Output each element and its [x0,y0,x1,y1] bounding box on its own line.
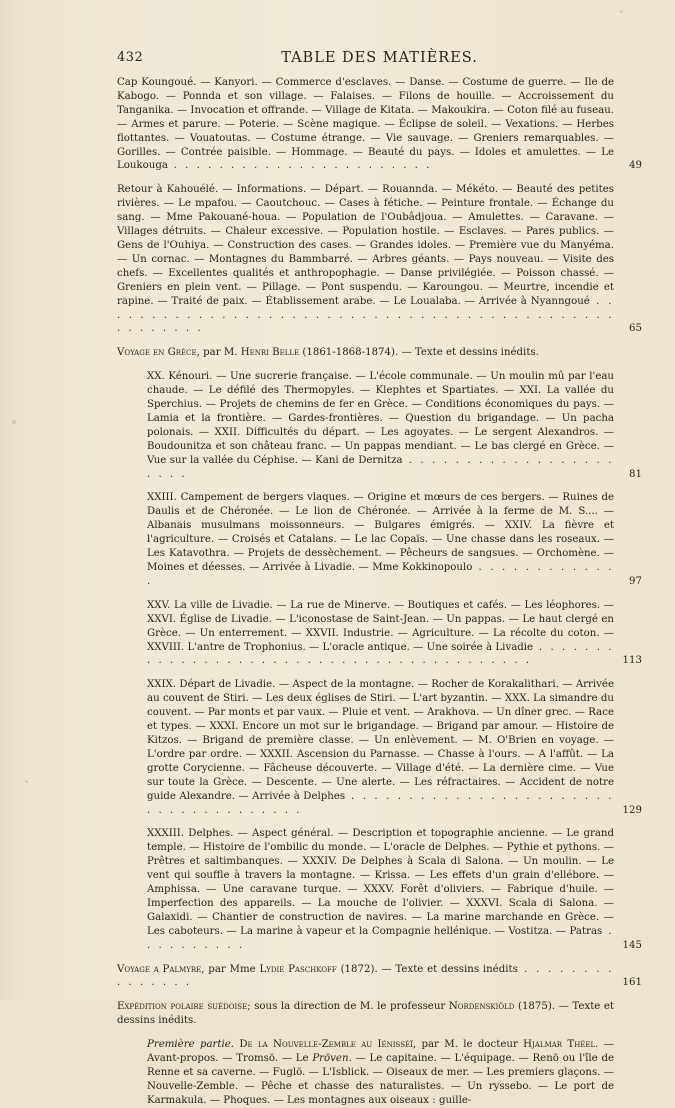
leader-dots: . . . . . . . . . . [147,925,614,951]
part-text: . — Le capitaine. — L'équipage. — Renö ou l'île de Renne et sa caverne. — Fuglö. — L'Isblick. — Oiseaux de mer. — Les premiers glaçons. — Nouvelle-Zemble. — Pêche et chasse des naturalistes. — Un ryssebo. — Le port de Karmakula. — Phoques. — Les montagnes aux oiseaux : guille- [147,1053,614,1106]
entry-page-number: 145 [622,939,642,951]
entry-text: Cap Koungoué. — Kanyori. — Commerce d'esclaves. — Danse. — Costume de guerre. — Ile de Kabogo. — Ponnda et son village. — Falaises. — Filons de houille. — Accroissement du Tanganika. — Invocation et offrande. — Village de Kitata. — Makoukira. — Coton filé au fuseau. — Armes et parure. — Poterie. — Scène magique. — Éclipse de soleil. — Vexations. — Herbes flottantes. — Vouatoutas. — Costume étrange. — Vie sauvage. — Greniers remarquables. — Gorilles. — Contrée paisible. — Hommage. — Beauté du pays. — Idoles et amulettes. — Le Loukouga . . . . . . . . . . . . . . . . . . . . . . . [117,77,614,172]
section-description: (1861-1868-1874). — Texte et dessins inédits. [299,347,539,359]
paper-spot [25,780,28,783]
part-author-prefix: , par M. le docteur [412,1039,524,1051]
section-author-prefix: , par Mme [201,963,260,975]
leader-dots: . . . . . . . . . . . . . . . . . . . . . . . . . . . . . . . . . . . . . . . . . . . . . . . . . . . . . [117,295,614,335]
entry-page-number: 161 [622,977,642,989]
entry-page-number: 97 [629,575,642,587]
leader-dots: . . . . . . . . . . . . . . . . . . . . . . . . . . . . . . . . . . . . . [147,790,614,816]
toc-content [117,76,642,1108]
toc-subentry [117,1038,642,1108]
entry-page-number: 65 [629,323,642,335]
page-header [117,50,642,70]
section-title: Expédition polaire suédoise [117,1001,248,1013]
entry-text: XXIX. Départ de Livadie. — Aspect de la montagne. — Rocher de Korakalithari. — Arrivée au couvent de Stiri. — Les deux églises de Stiri. — L'art byzantin. — XXX. La simandre du couvent. — Par monts et par vaux. — Pluie et vent. — Arakhova. — Un dîner grec. — Race et types. — XXXI. Encore un mot sur le brigandage. — Brigand par amour. — Histoire de Kitzos. — Brigand de première classe. — Un enlèvement. — M. O'Brien en voyage. — L'ordre par ordre. — XXXII. Ascension du Parnasse. — Chasse à l'ours. — A l'affût. — La grotte Corycienne. — Fâcheuse découverte. — Village d'été. — La dernière cime. — Vue sur toute la Grèce. — Descente. — Une alerte. — Les réfractaires. — Accident de notre guide Alexandre. — Arrivée à Delphes . . . . . . . . . . . . . . . . . . . . . . . . . . . . . . . . . . . . . [147,679,614,816]
toc-entry [117,491,642,588]
toc-entry [117,76,642,173]
paper-spot [620,10,623,13]
toc-entry [117,678,642,817]
ship-name: Pröven [312,1053,349,1065]
section-description: (1875). — Texte et dessins inédits. [117,1001,615,1027]
section-heading-palmyre [117,963,642,991]
entry-page-number: 129 [622,804,642,816]
entry-text: XX. Kénouri. — Une sucrerie française. — L'école communale. — Un moulin mû par l'eau chaude. — Le défilé des Thermopyles. — Klephtes et Spartiates. — XXI. La vallée du Sperchius. — Projets de chemins de fer en Grèce. — Conditions économiques du pays. — Lamia et la frontière. — Gardes-frontières. — Question du brigandage. — Un pacha polonais. — XXII. Difficultés du départ. — Les agoyates. — Le sergent Alexandros. — Boudounitza et son château franc. — Un pappas mendiant. — Le bas clergé en Grèce. — Vue sur la vallée du Céphise. — Kani de Dernitza . . . . . . . . . . . . . . . . . . . . . . [147,371,614,480]
section-author-prefix: , par M. [196,347,241,359]
paper-spot [12,420,16,424]
part-author: Hjalmar Théel [523,1039,596,1051]
entry-page-number: 81 [629,468,642,480]
entry-text: XXV. La ville de Livadie. — La rue de Minerve. — Boutiques et cafés. — Les léophores. — XXVI. Église de Livadie. — L'iconostase de Saint-Jean. — Un pappas. — Le haut clergé en Grèce. — Un enterrement. — XXVII. Industrie. — Agriculture. — La récolte du coton. — XXVIII. L'antre de Trophonius. — L'oracle antique. — Une soirée à Livadie . . . . . . . . . . . . . . . . . . . . . . . . . . . . . . . . . . . . . . . . . [147,599,614,667]
part-title: De la Nouvelle-Zemble au Iénisséï [239,1039,413,1051]
section-heading-greece [117,346,642,360]
entry-text: XXXIII. Delphes. — Aspect général. — Description et topographie ancienne. — Le grand temple. — Histoire de l'ombilic du monde. — L'oracle de Delphes. — Pythie et pythons. — Prêtres et saltimbanques. — XXXIV. De Delphes à Scala di Salona. — Un moulin. — Le vent qui souffle à travers la montagne. — Krissa. — Les effets d'un grain d'ellébore. — Amphissa. — Une caravane turque. — XXXV. Forêt d'oliviers. — Fabrique d'huile. — Imperfection des appareils. — La mouche de l'olivier. — XXXVI. Scala di Salona. — Galaxidi. — Chantier de construction de navires. — La marine marchande en Grèce. — Les caboteurs. — La marine à vapeur et la Compagnie hellénique. — Vostitza. — Patras . . . . . . . . . . [147,828,614,951]
toc-entry [117,599,642,669]
toc-entry [117,183,642,336]
toc-entry [117,827,642,952]
entry-text: Retour à Kahouélé. — Informations. — Départ. — Rouannda. — Mékéto. — Beauté des petites rivières. — Le mpafou. — Caoutchouc. — Cases à fétiche. — Peinture frontale. — Échange du sang. — Mme Pakouané-houa. — Population de l'Oubâdjoua. — Amulettes. — Caravane. — Villages détruits. — Chaleur excessive. — Population hostile. — Esclaves. — Pares publics. — Gens de l'Ouhiya. — Construction des cases. — Grandes idoles. — Première vue du Manyéma. — Un cornac. — Montagnes du Bammbarré. — Arbres géants. — Pays nouveau. — Visite des chefs. — Excellentes qualités et anthropophagie. — Danse privilégiée. — Poisson chassé. — Greniers en plein vent. — Pillage. — Pont suspendu. — Karoungou. — Meurtre, incendie et rapine. — Traité de paix. — Établissement arabe. — Le Loualaba. — Arrivée à Nyanngoué . . . . . . . . . . . . . . . . . . . . . . . . . . . . . . . . . . . . . . . . . . . . . . . . . . . . . [117,184,614,335]
section-author: Henri Belle [240,347,300,359]
running-title: TABLE DES MATIÈRES. [281,50,478,66]
leader-dots: . . . . . . . . . . . . . . . . . . . . . . [147,454,614,480]
entry-text: XXIII. Campement de bergers vlaques. — Origine et mœurs de ces bergers. — Ruines de Daulis et de Chéronée. — Le lion de Chéronée. — Arrivée à la ferme de M. S.... — Albanais musulmans moissonneurs. — Bulgares émigrés. — XXIV. La fièvre et l'agriculture. — Croisés et Catalans. — Le lac Copaïs. — Une chasse dans les roseaux. — Les Katavothra. — Projets de dessèchement. — Pêcheurs de sangsues. — Orchomène. — Moines et déesses. — Arrivée à Livadie. — Mme Kokkinopoulo . . . . . . . . . . . . . [147,492,614,587]
page-number: 432 [117,50,144,65]
section-author-prefix: ; sous la direction de M. le professeur [247,1001,449,1013]
section-heading-polaire [117,1000,642,1028]
section-description: (1872). — Texte et dessins inédits [336,963,518,975]
section-title: Voyage en Grèce [117,347,197,359]
leader-dots: . . . . . . . . . . . . . [147,562,614,587]
leader-dots: . . . . . . . . . . . . . . . . . . . . . . . [167,160,432,172]
section-author: Nordenskiöld [448,1001,515,1013]
entry-text [117,963,614,991]
entry-page-number: 49 [629,160,642,172]
part-text: . — Avant-propos. — Tromsö. — Le [147,1039,614,1065]
toc-entry [117,370,642,481]
entry-page-number: 113 [622,655,642,667]
section-title: Voyage a Palmyre [117,963,202,975]
leader-dots: . . . . . . . . . . . . . . . [117,963,614,989]
part-label: Première partie. [147,1039,235,1051]
leader-dots: . . . . . . . . . . . . . . . . . . . . . . . . . . . . . . . . . . . . . . . . . [147,641,614,667]
section-author: Lydie Paschkoff [259,963,337,975]
